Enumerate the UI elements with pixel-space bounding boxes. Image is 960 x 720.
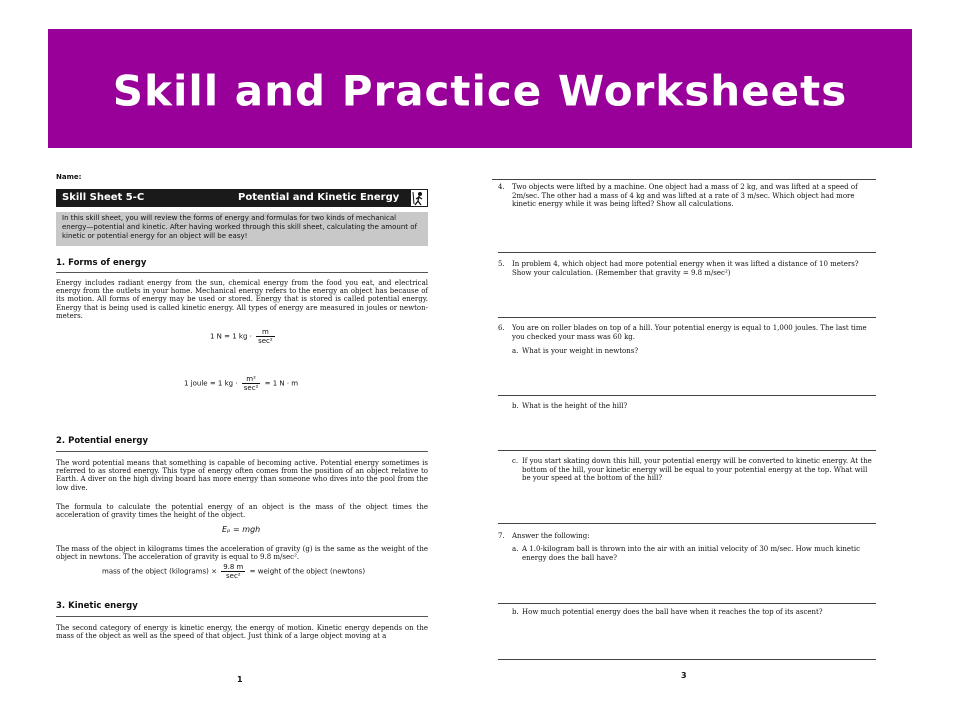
question-5: 5. In problem 4, which object had more potential energy when it was lifted a distance of 10 meters? Show your calculation. (Remember that gravity = 9.8 m/sec²) — [498, 260, 859, 277]
question-7a: a. A 1.0-kilogram ball is thrown into the air with an initial velocity of 30 m/sec. How much kinetic energy does the ball have? — [512, 545, 861, 562]
question-6c: c. If you start skating down this hill, your potential energy will be converted to kinetic energy. At the bottom of the hill, your kinetic energy will be equal to your potential energy at the top. What will be your speed at the bottom of the hill? — [512, 457, 872, 483]
answer-line — [498, 523, 876, 524]
intro-box: In this skill sheet, you will review the forms of energy and formulas for two kinds of mechanical energy—potential and kinetic. After having worked through this skill sheet, calculating the amount of kinetic or potential energy for an object will be easy! — [56, 212, 428, 246]
title-banner — [48, 29, 912, 148]
question-6: 6. You are on roller blades on top of a hill. Your potential energy is equal to 1,000 joules. The last time you checked your mass was 60 kg. — [498, 324, 867, 341]
formula-weight: mass of the object (kilograms) × $\frac{9.8 m}{\text{sec²}}$ = weight of the object (newtons) — [102, 563, 366, 580]
paragraph: The mass of the object in kilograms times the acceleration of gravity (g) is the same as the weight of the object in newtons. The acceleration of gravity is equal to 9.8 m/sec². — [56, 545, 428, 562]
question-7b: b. How much potential energy does the ball have when it reaches the top of its ascent? — [512, 608, 823, 616]
section-heading: 3. Kinetic energy — [56, 601, 138, 611]
slide-title: Skill and Practice Worksheets — [112, 66, 848, 116]
name-label: Name: — [56, 173, 82, 181]
formula-newton: 1 N = 1 kg · $\frac{m}{\text{sec²}}$ — [210, 328, 273, 345]
paragraph: The formula to calculate the potential energy of an object is the mass of the object times the acceleration of gravity times the height of the object. — [56, 503, 428, 520]
sheet-title: Potential and Kinetic Energy — [238, 192, 400, 203]
formula-potential-energy: Eₚ = mgh — [222, 525, 261, 534]
paragraph: The second category of energy is kinetic energy, the energy of motion. Kinetic energy depends on the mass of the object as well as the speed of that object. Just think of a large object moving at a — [56, 624, 428, 641]
page-number: 3 — [681, 671, 687, 680]
section-heading: 2. Potential energy — [56, 436, 149, 446]
answer-line — [498, 603, 876, 604]
page-number: 1 — [237, 675, 243, 684]
paragraph: The word potential means that something is capable of becoming active. Potential energy sometimes is referred to as stored energy. This type of energy often comes from the position of an object relative to Earth. A diver on the high diving board has more energy than someone who dives into the pool from the low dive. — [56, 459, 428, 492]
section-rule — [56, 451, 428, 452]
answer-line — [492, 179, 876, 180]
worksheet-page-3 — [492, 165, 876, 710]
section-heading: 1. Forms of energy — [56, 258, 147, 268]
answer-line — [498, 252, 876, 253]
question-4: 4. Two objects were lifted by a machine. One object had a mass of 2 kg, and was lifted at a speed of 2m/sec. The other had a mass of 4 kg and was lifted at a rate of 3 m/sec. Which object had more kinetic energy while it was being lifted? Show all calculations. — [498, 183, 858, 209]
paragraph: Energy includes radiant energy from the sun, chemical energy from the food you eat, and electrical energy from the outlets in your home. Mechanical energy refers to the energy an object has because of its motion. All forms of energy may be used or stored. Energy that is stored is called potential energy. Energy that is being used is called kinetic energy. All types of energy are measured in joules or newton-meters. — [56, 279, 428, 320]
answer-line — [498, 450, 876, 451]
sheet-number: Skill Sheet 5-C — [62, 192, 145, 203]
question-6a: a. What is your weight in newtons? — [512, 347, 639, 355]
answer-line — [498, 395, 876, 396]
question-6b: b. What is the height of the hill? — [512, 402, 628, 410]
sheet-header — [56, 189, 428, 207]
person-icon — [410, 189, 428, 207]
answer-line — [498, 659, 876, 660]
formula-joule: 1 joule = 1 kg · $\frac{\text{m²}}{\text{sec²}}$ = 1 N · m — [184, 375, 299, 392]
section-rule — [56, 616, 428, 617]
answer-line — [498, 317, 876, 318]
worksheet-page-1 — [50, 165, 430, 710]
question-7: 7. Answer the following: — [498, 532, 590, 540]
section-rule — [56, 272, 428, 273]
